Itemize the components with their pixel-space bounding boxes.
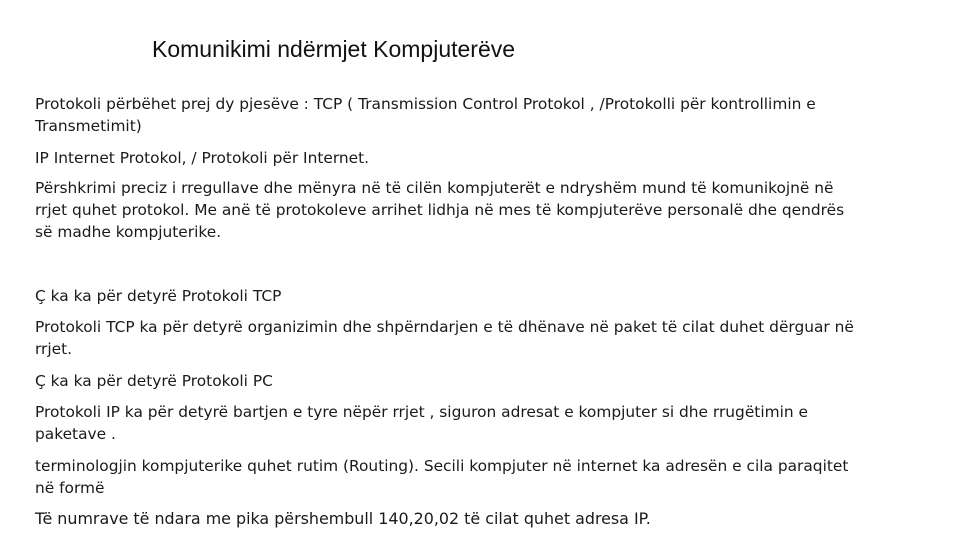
paragraph-routing: terminologjin kompjuterike quhet rutim (Routing). Secili kompjuter në internet ka adresën e cila paraqitet në formë (35, 457, 849, 497)
question-pc-role: Ç ka ka për detyrë Protokoli PC (35, 372, 273, 390)
paragraph-ip-address: Të numrave të ndara me pika përshembull 140,20,02 të cilat quhet adresa IP. (35, 509, 651, 528)
paragraph-tcp-role: Protokoli TCP ka për detyrë organizimin dhe shpërndarjen e të dhënave në paket të cilat duhet dërguar në rrjet. (35, 318, 854, 358)
paragraph-protocol-parts: Protokoli përbëhet prej dy pjesëve : TCP ( Transmission Control Protokol , /Protokolli për kontrollimin e Transmetimit) (35, 95, 816, 135)
paragraph-ip-role: Protokoli IP ka për detyrë bartjen e tyre nëpër rrjet , siguron adresat e kompjuter si dhe rrugëtimin e paketave . (35, 403, 808, 443)
question-tcp-role: Ç ka ka për detyrë Protokoli TCP (35, 287, 282, 305)
paragraph-ip-protocol: IP Internet Protokol, / Protokoli për Internet. (35, 149, 370, 167)
slide-title: Komunikimi ndërmjet Kompjuterëve (152, 36, 516, 62)
paragraph-protocol-definition: Përshkrimi preciz i rregullave dhe mënyra në të cilën kompjuterët e ndryshëm mund të komunikojnë në rrjet quhet protokol. Me anë të protokoleve arrihet lidhja në mes të kompjuterëve personalë dhe qendrës së madhe kompjuterike. (35, 179, 845, 241)
